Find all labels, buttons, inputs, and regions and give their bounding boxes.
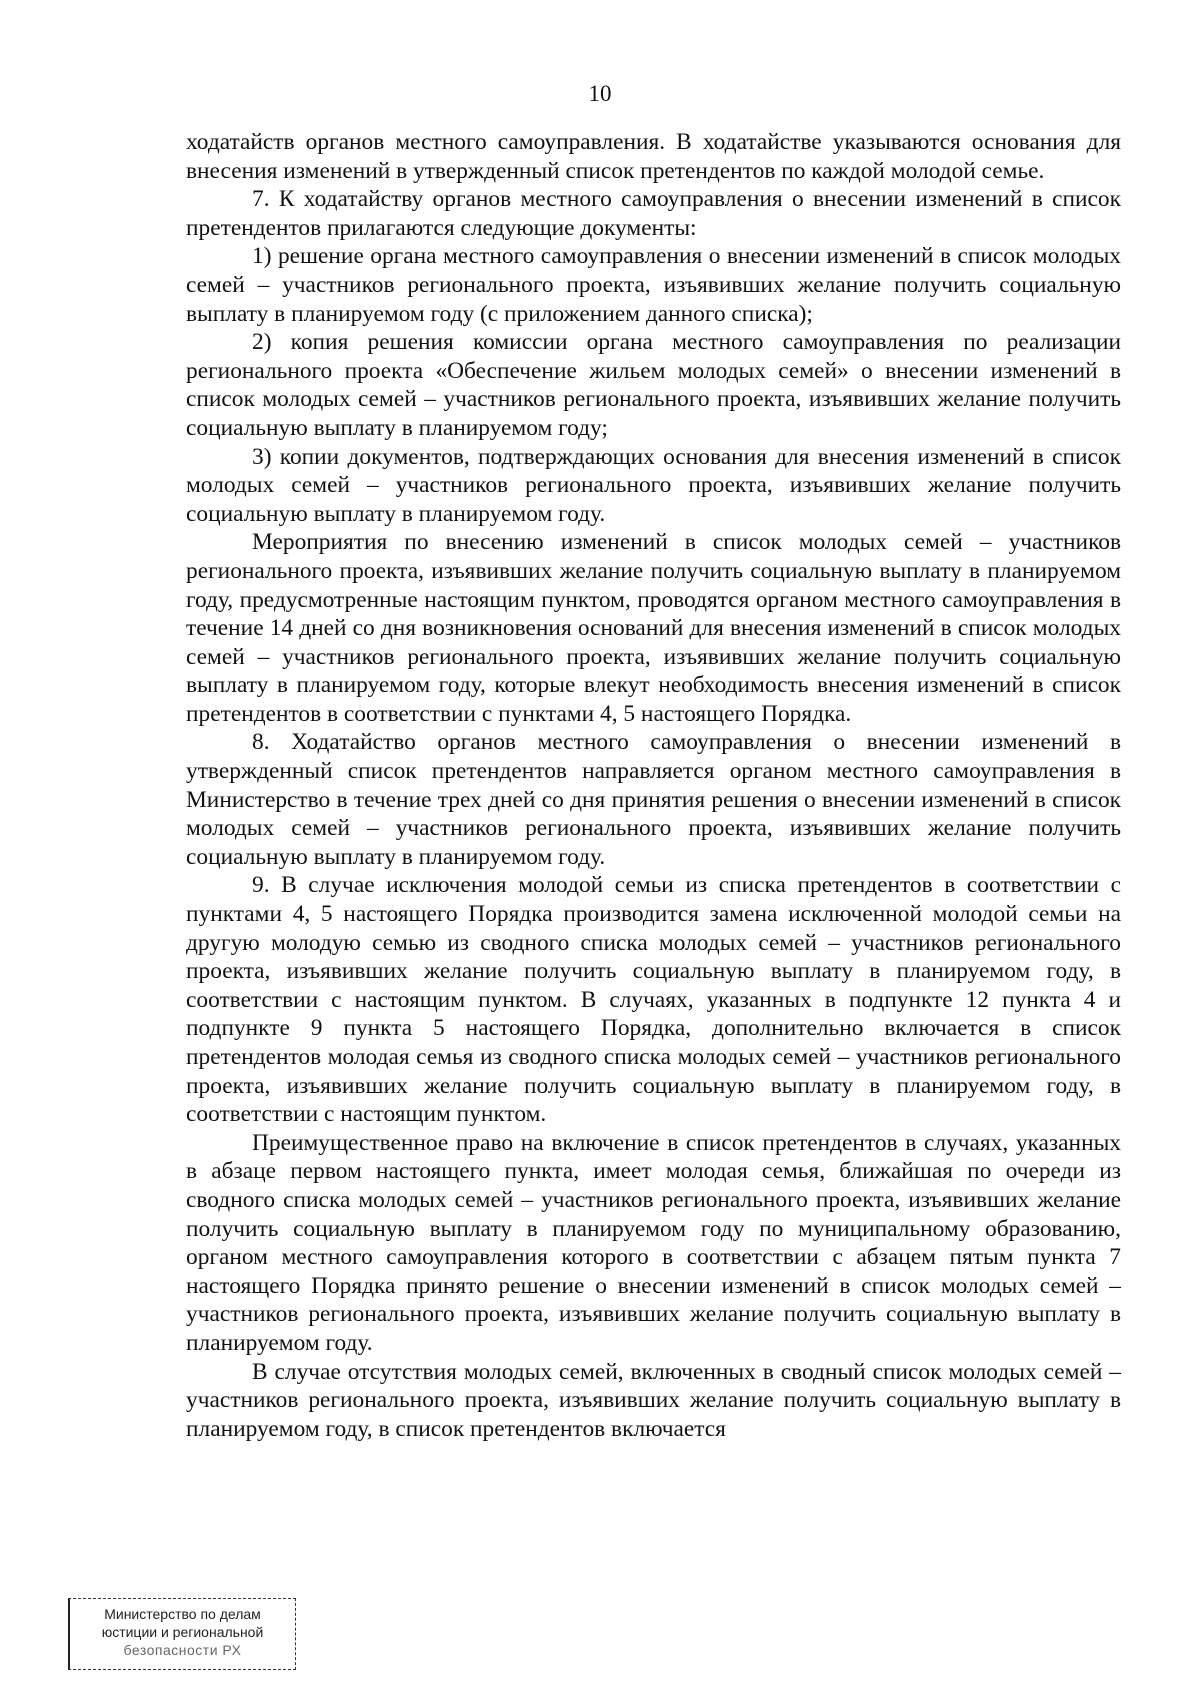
stamp-line-2: юстиции и региональной [101,1624,264,1640]
paragraph-priority-right: Преимущественное право на включение в список претендентов в случаях, указанных в абзаце первом настоящего пункта, имеет молодая семья, ближайшая по очереди из сводного списка молодых семей – участников регионального проекта, изъявивших желание получить социальную выплату в планируемом году по муниципальному образованию, органом местного самоуправления которого в соответствии с абзацем пятым пункта 7 настоящего Порядка принято решение о внесении изменений в список молодых семей – участников регионального проекта, изъявивших желание получить социальную выплату в планируемом году. [186,1129,1121,1356]
page-number: 10 [588,81,612,106]
paragraph-item-7: 7. К ходатайству органов местного самоуправления о внесении изменений в список претендентов прилагаются следующие документы: [186,186,1121,241]
stamp-line-1: Министерство по делам [104,1606,261,1622]
stamp-line-3: безопасности РХ [123,1642,242,1658]
paragraph-subitem-1: 1) решение органа местного самоуправления о внесении изменений в список молодых семей – участников регионального проекта, изъявивших желание получить социальную выплату в планируемом году (с приложением данного списка); [186,243,1121,327]
paragraph-subitem-3: 3) копии документов, подтверждающих основания для внесения изменений в список молодых семей – участников регионального проекта, изъявивших желание получить социальную выплату в планируемом году. [186,443,1121,527]
ministry-stamp [68,1598,296,1670]
document-body [186,128,1121,1443]
paragraph-measures: Мероприятия по внесению изменений в список молодых семей – участников регионального проекта, изъявивших желание получить социальную выплату в планируемом году, предусмотренные настоящим пунктом, проводятся органом местного самоуправления в течение 14 дней со дня возникновения оснований для внесения изменений в список молодых семей – участников регионального проекта, изъявивших желание получить социальную выплату в планируемом году, которые влекут необходимость внесения изменений в список претендентов в соответствии с пунктами 4, 5 настоящего Порядка. [186,529,1121,727]
paragraph-continuation: ходатайств органов местного самоуправления. В ходатайстве указываются основания для внесения изменений в утвержденный список претендентов по каждой молодой семье. [186,129,1121,184]
paragraph-absence-case: В случае отсутствия молодых семей, включенных в сводный список молодых семей – участников регионального проекта, изъявивших желание получить социальную выплату в планируемом году, в список претендентов включается [186,1358,1121,1442]
paragraph-item-8: 8. Ходатайство органов местного самоуправления о внесении изменений в утвержденный список претендентов направляется органом местного самоуправления в Министерство в течение трех дней со дня принятия решения о внесении изменений в список молодых семей – участников регионального проекта, изъявивших желание получить социальную выплату в планируемом году. [186,729,1121,870]
paragraph-item-9: 9. В случае исключения молодой семьи из списка претендентов в соответствии с пунктами 4, 5 настоящего Порядка производится замена исключенной молодой семьи на другую молодую семью из сводного списка молодых семей – участников регионального проекта, изъявивших желание получить социальную выплату в планируемом году, в соответствии с настоящим пунктом. В случаях, указанных в подпункте 12 пункта 4 и подпункте 9 пункта 5 настоящего Порядка, дополнительно включается в список претендентов молодая семья из сводного списка молодых семей – участников регионального проекта, изъявивших желание получить социальную выплату в планируемом году, в соответствии с настоящим пунктом. [186,872,1121,1128]
paragraph-subitem-2: 2) копия решения комиссии органа местного самоуправления по реализации регионального проекта «Обеспечение жильем молодых семей» о внесении изменений в список молодых семей – участников регионального проекта, изъявивших желание получить социальную выплату в планируемом году; [186,329,1121,441]
